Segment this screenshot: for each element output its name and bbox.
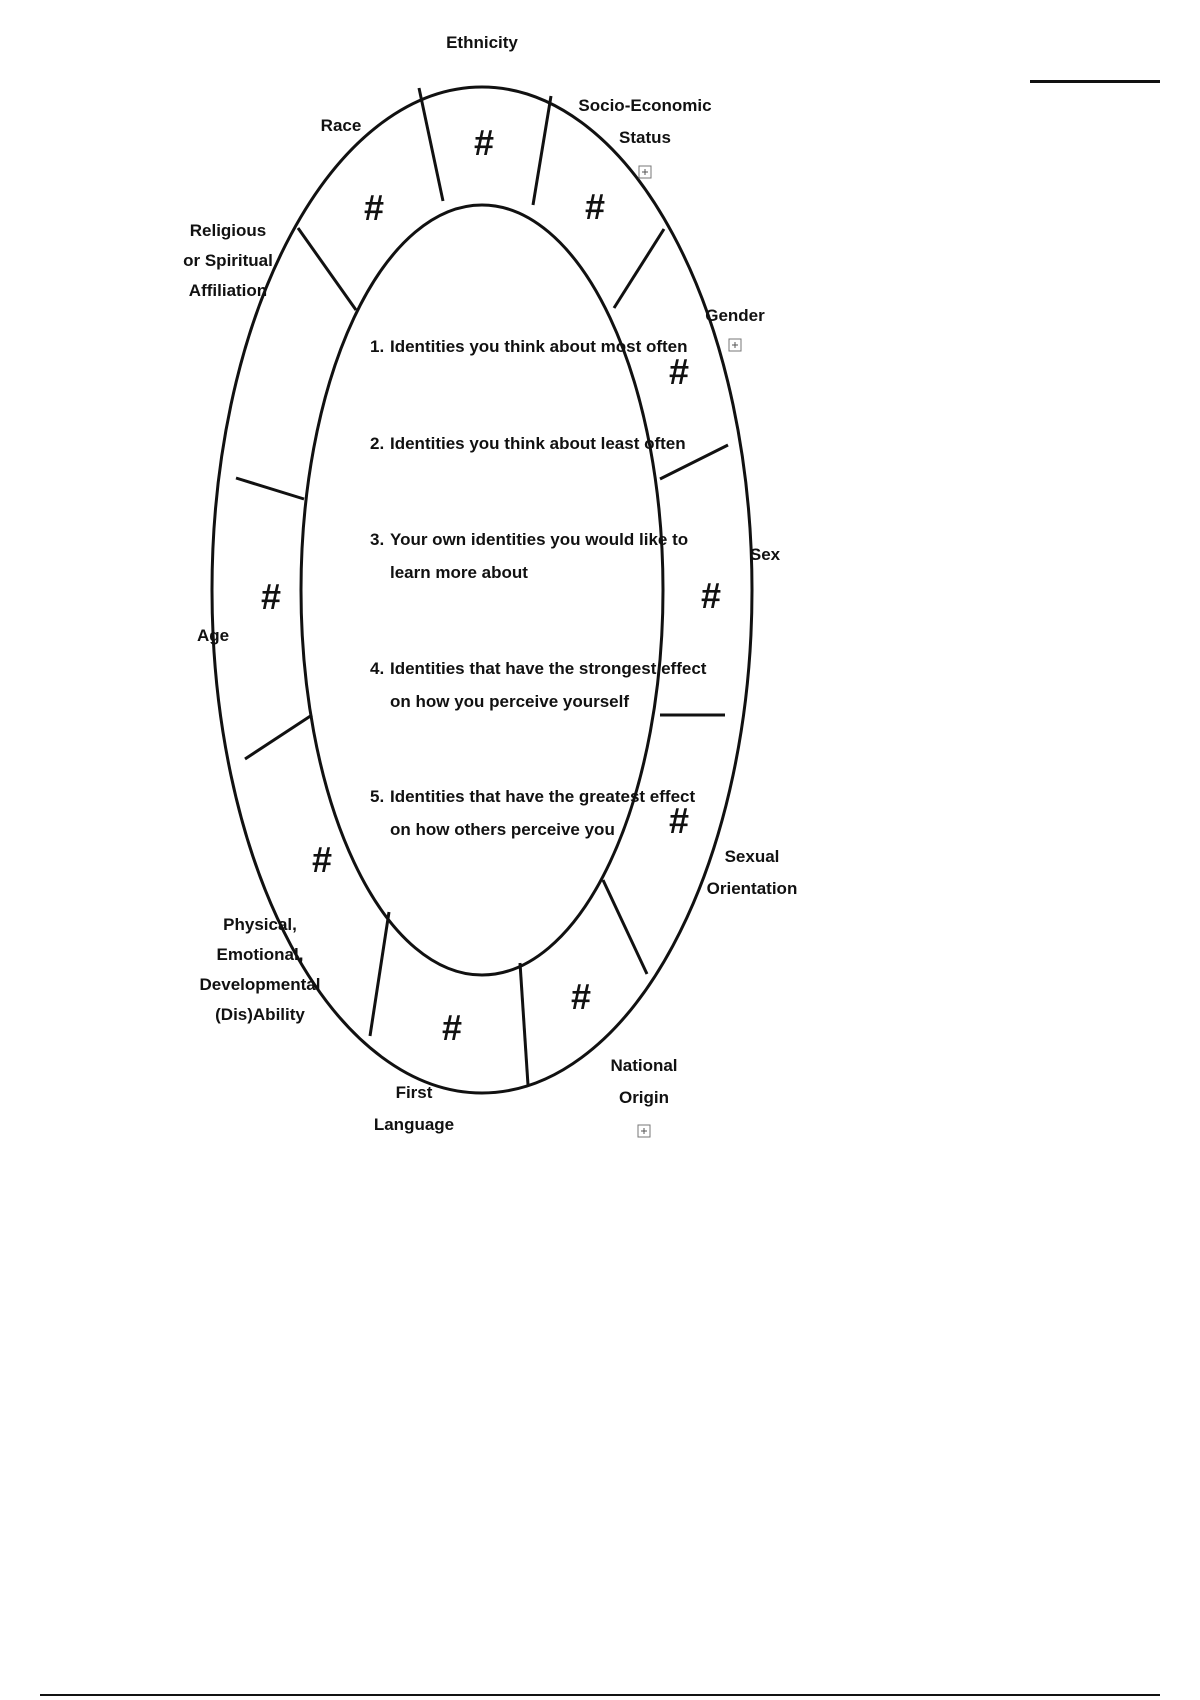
instruction-number: 1. <box>370 337 385 356</box>
wheel-ring <box>212 87 752 1093</box>
segment-label-first-language <box>374 1083 454 1134</box>
segment-divider <box>520 963 528 1085</box>
instruction-item <box>370 787 695 839</box>
bottom-rule <box>40 1694 1160 1696</box>
instruction-item <box>370 434 686 453</box>
segment-label-age <box>197 626 229 645</box>
segment-label-ethnicity <box>446 33 518 52</box>
segment-label-line: National <box>610 1056 678 1075</box>
segment-divider <box>614 229 664 308</box>
segment-label-line: Sexual <box>724 847 780 866</box>
segment-markers <box>261 122 721 1048</box>
instruction-text: Identities you think about least often <box>390 434 686 453</box>
segment-label-line: Orientation <box>706 879 798 898</box>
instruction-number: 4. <box>370 659 385 678</box>
inner-ring <box>301 205 663 975</box>
segment-label-national-origin <box>610 1056 677 1107</box>
segment-label-line: Physical, <box>223 915 297 934</box>
segment-divider <box>245 715 312 759</box>
segment-marker-race[interactable]: # <box>363 187 385 228</box>
segment-marker-first-language[interactable]: # <box>441 1007 463 1048</box>
segment-label-sexual-orientation <box>707 847 798 898</box>
segment-label-line: Status <box>619 128 671 147</box>
segment-divider <box>603 880 647 974</box>
plus-box-icon[interactable] <box>729 339 741 351</box>
segment-label-line: (Dis)Ability <box>215 1005 305 1024</box>
instruction-number: 5. <box>370 787 385 806</box>
segment-divider <box>236 478 304 499</box>
segment-divider <box>298 228 356 310</box>
segment-label-socio-economic-status <box>578 96 711 147</box>
instruction-text: on how others perceive you <box>390 820 615 839</box>
segment-label-line: Ethnicity <box>446 33 518 52</box>
segment-label-line: Emotional, <box>216 945 304 964</box>
instruction-item <box>370 337 688 356</box>
segment-label-gender <box>705 306 765 325</box>
instruction-text: Identities that have the greatest effect <box>390 787 696 806</box>
plus-box-icon[interactable] <box>638 1125 650 1137</box>
instruction-number: 3. <box>370 530 385 549</box>
segment-label-line: Developmental <box>199 975 321 994</box>
segment-label-line: Language <box>373 1115 455 1134</box>
instruction-number: 2. <box>370 434 385 453</box>
segment-dividers <box>236 88 728 1085</box>
segment-marker-sexual-orientation[interactable]: # <box>668 800 690 841</box>
segment-marker-disability[interactable]: # <box>311 839 333 880</box>
segment-label-line: or Spiritual <box>183 251 273 270</box>
segment-label-sex <box>750 545 781 564</box>
segment-label-line: Origin <box>618 1088 670 1107</box>
segment-label-line: Race <box>320 116 362 135</box>
segment-marker-ethnicity[interactable]: # <box>473 122 495 163</box>
segment-label-line: Religious <box>189 221 267 240</box>
segment-label-line: Affiliation <box>188 281 268 300</box>
instruction-text: Identities that have the strongest effect <box>390 659 707 678</box>
instruction-text: Your own identities you would like to <box>390 530 689 549</box>
instruction-item <box>370 530 688 582</box>
segment-divider <box>533 96 551 205</box>
segment-divider <box>419 88 443 201</box>
segment-label-disability <box>200 915 321 1024</box>
segment-label-religious-affiliation <box>183 221 273 300</box>
segment-marker-socio-economic-status[interactable]: # <box>584 186 606 227</box>
segment-marker-age[interactable]: # <box>260 576 282 617</box>
instruction-text: learn more about <box>390 563 528 582</box>
segment-label-line: Socio-Economic <box>578 96 712 115</box>
segment-marker-national-origin[interactable]: # <box>570 976 592 1017</box>
instructions-list <box>370 337 707 839</box>
segment-label-line: Sex <box>749 545 781 564</box>
instruction-text: Identities you think about most often <box>390 337 688 356</box>
segment-divider <box>370 912 389 1036</box>
segment-label-race <box>321 116 362 135</box>
outer-ring <box>212 87 752 1093</box>
plus-box-icon[interactable] <box>639 166 651 178</box>
segment-marker-sex[interactable]: # <box>700 575 722 616</box>
segment-marker-gender[interactable]: # <box>668 351 690 392</box>
segment-label-line: Gender <box>705 306 765 325</box>
segment-label-line: Age <box>196 626 230 645</box>
instruction-text: on how you perceive yourself <box>390 692 630 711</box>
segment-label-line: First <box>395 1083 433 1102</box>
